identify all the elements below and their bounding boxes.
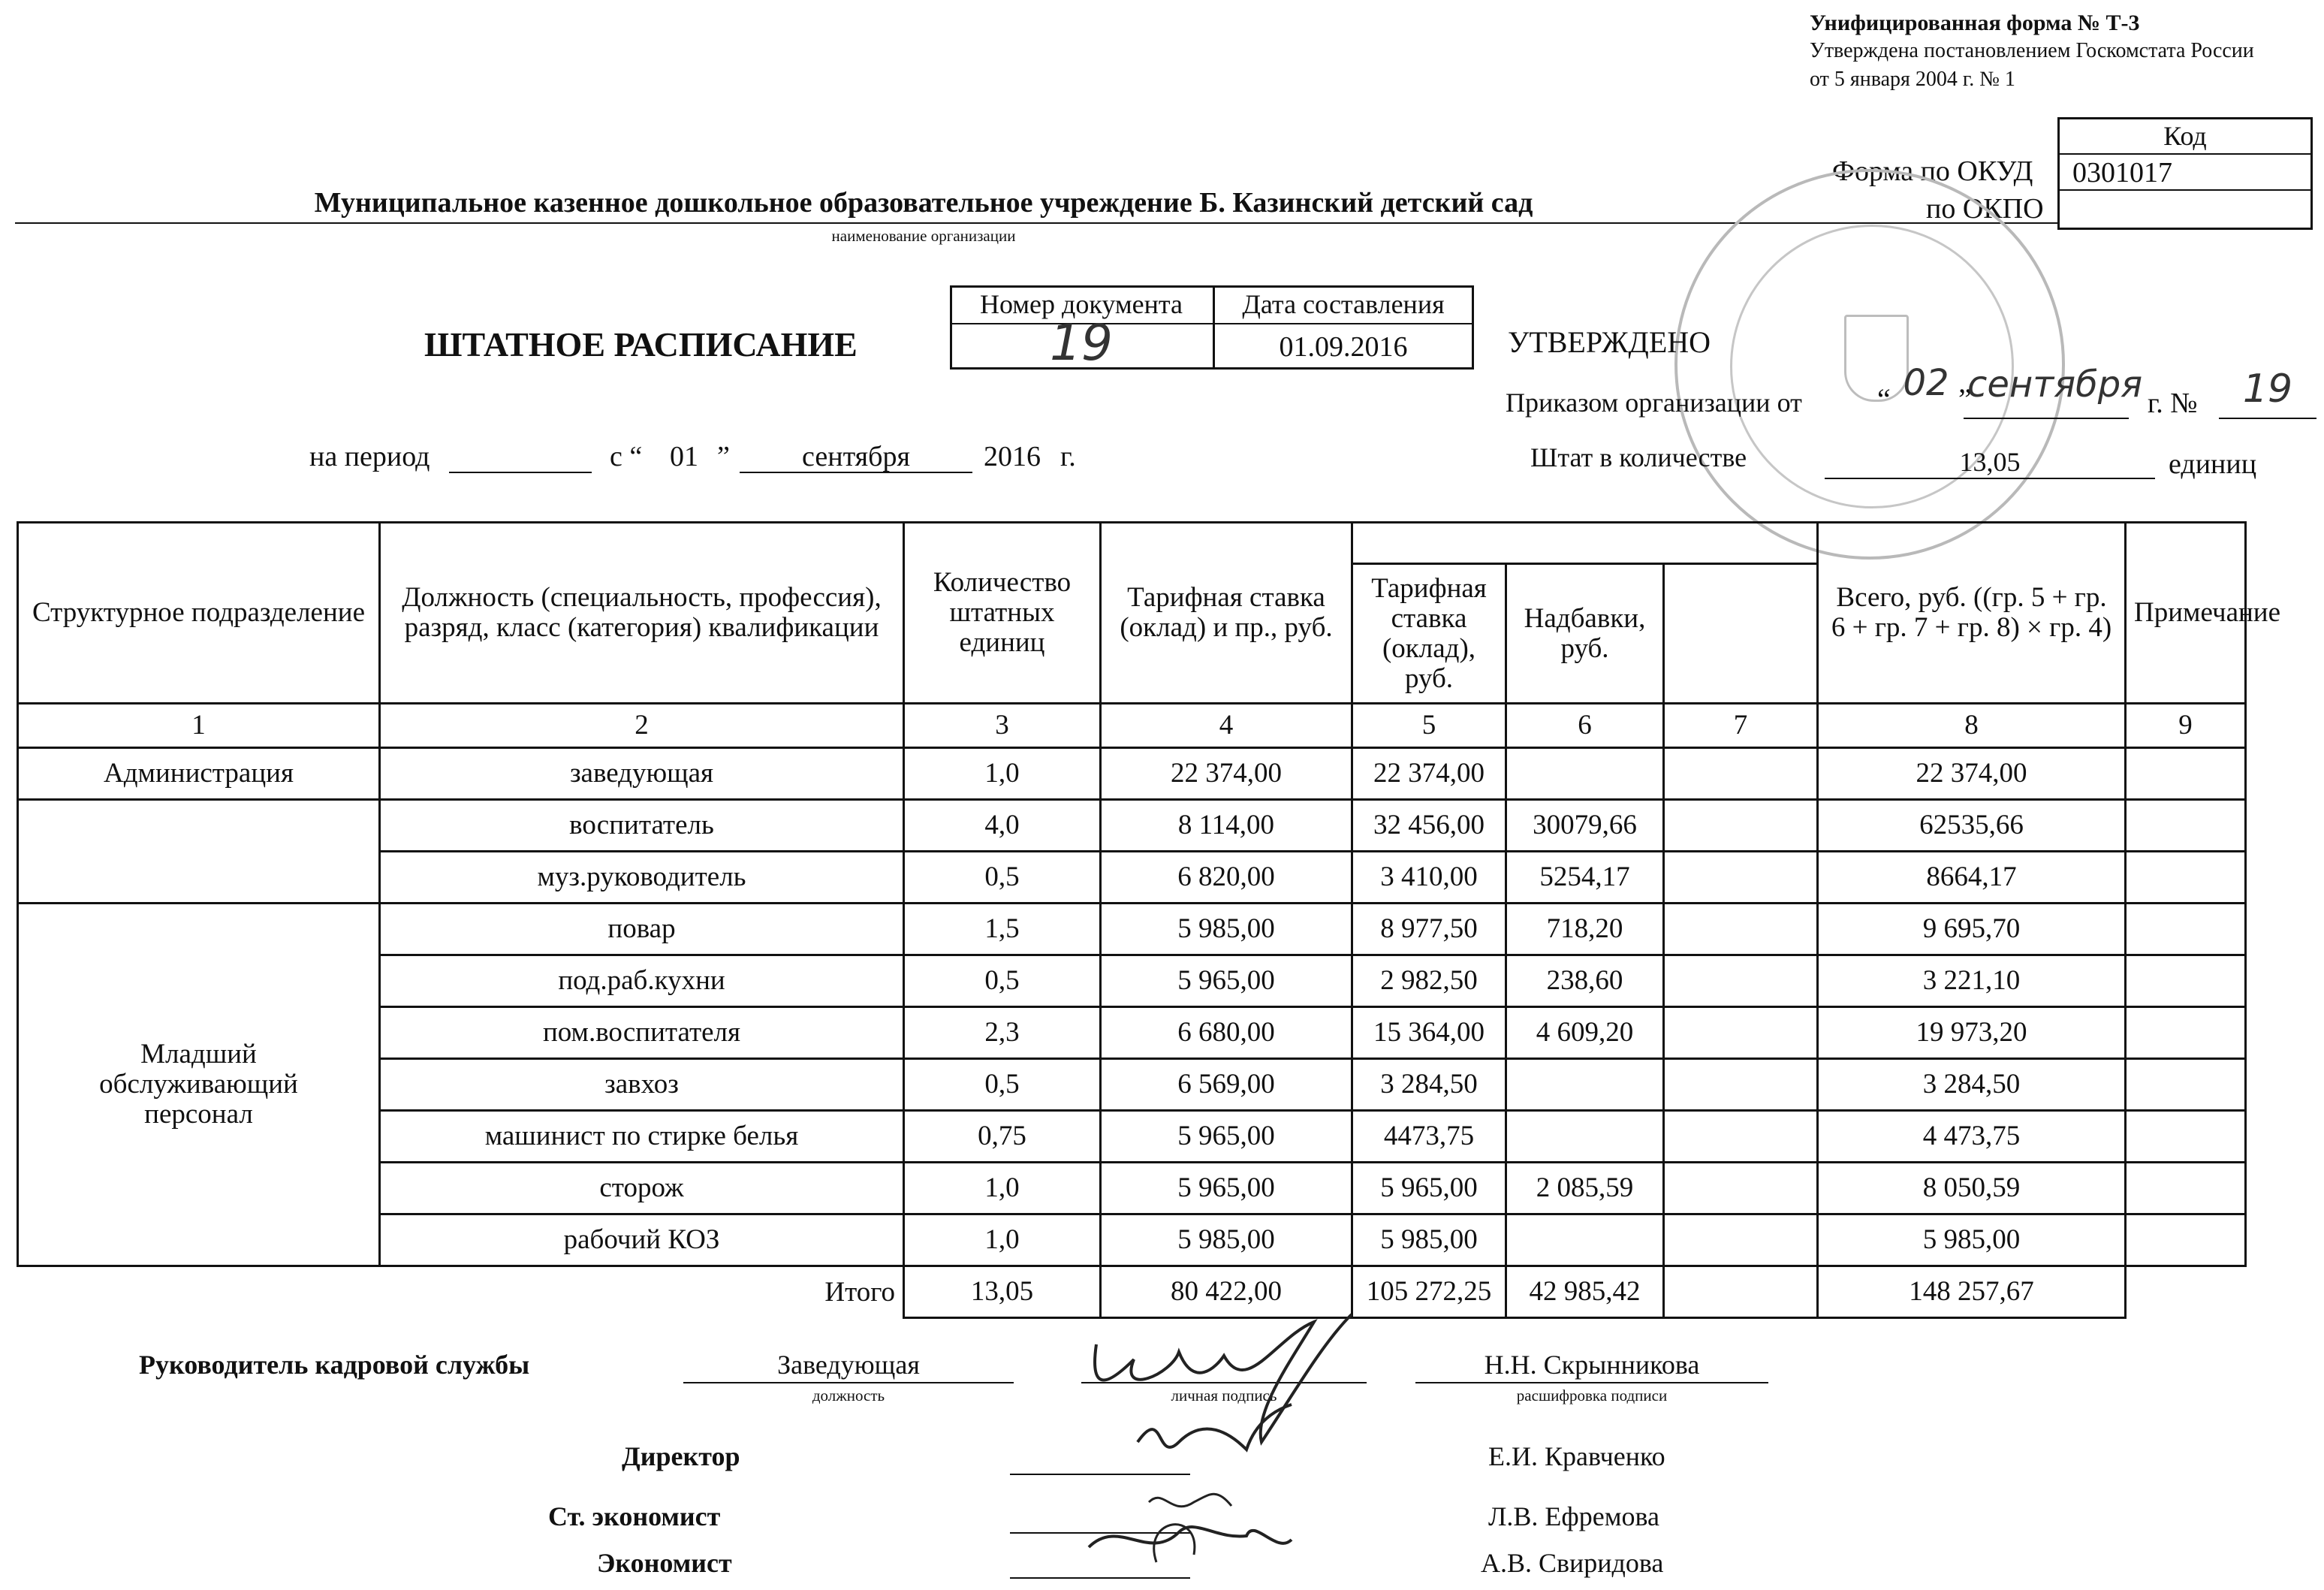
col7-cell: [1664, 904, 1818, 955]
position-cell: машинист по стирке белья: [380, 1111, 904, 1163]
approved-label: УТВЕРЖДЕНО: [1508, 325, 1711, 359]
order-month: сентября: [1967, 364, 2143, 406]
code-header: Код: [2163, 121, 2207, 151]
units-cell: 1,0: [904, 1214, 1101, 1266]
salary-cell: 2 982,50: [1352, 955, 1506, 1007]
header-group: [1352, 523, 1818, 564]
okud-label: Форма по ОКУД: [1832, 155, 2033, 187]
units-cell: 0,5: [904, 955, 1101, 1007]
total-cell: 62535,66: [1818, 800, 2126, 852]
header-salary: Тарифная ставка (оклад), руб.: [1352, 564, 1506, 704]
col7-cell: [1664, 955, 1818, 1007]
salary-cell: 5 985,00: [1352, 1214, 1506, 1266]
total-cell: 3 221,10: [1818, 955, 2126, 1007]
notes-cell: [2126, 1007, 2246, 1059]
total-cell: 5 985,00: [1818, 1214, 2126, 1266]
period-month: сентября: [802, 441, 910, 472]
caption-name: расшифровка подписи: [1516, 1386, 1668, 1404]
bonus-cell: 5254,17: [1506, 852, 1664, 904]
header-rate: Тарифная ставка (оклад) и пр., руб.: [1101, 523, 1352, 704]
bonus-cell: [1506, 1214, 1664, 1266]
header-department: Структурное подразделение: [18, 523, 380, 704]
total-salary: 105 272,25: [1352, 1266, 1506, 1318]
rate-cell: 6 680,00: [1101, 1007, 1352, 1059]
bonus-cell: [1506, 1111, 1664, 1163]
col-number: 7: [1664, 704, 1818, 748]
organization-caption: наименование организации: [831, 227, 1016, 245]
header-position: Должность (специальность, профессия), разряд, класс (категория) квалификации: [380, 523, 904, 704]
order-quote-close: ”: [1958, 382, 1972, 416]
table-row: [18, 748, 2246, 800]
position-cell: под.раб.кухни: [380, 955, 904, 1007]
doc-date-value: 01.09.2016: [1279, 331, 1408, 363]
total-row-spacer: [18, 1266, 380, 1318]
period-quote-close: ”: [717, 441, 730, 472]
notes-cell: [2126, 1111, 2246, 1163]
form-approval-line: Утверждена постановлением Госкомстата России: [1810, 39, 2254, 62]
header-notes: Примечание: [2126, 523, 2246, 704]
notes-cell: [2126, 748, 2246, 800]
position-cell: сторож: [380, 1163, 904, 1214]
period-label: на период: [309, 441, 430, 472]
bonus-cell: 2 085,59: [1506, 1163, 1664, 1214]
col-number: 8: [1818, 704, 2126, 748]
order-year-suffix: г. №: [2148, 388, 2198, 419]
notes-cell: [2126, 800, 2246, 852]
bonus-cell: 718,20: [1506, 904, 1664, 955]
position-cell: заведующая: [380, 748, 904, 800]
notes-cell: [2126, 1059, 2246, 1111]
header-col7: [1664, 564, 1818, 704]
col-number: 3: [904, 704, 1101, 748]
caption-position: должность: [812, 1386, 885, 1404]
senior-economist-name: Л.В. Ефремова: [1488, 1501, 1660, 1531]
bonus-cell: 30079,66: [1506, 800, 1664, 852]
units-cell: 2,3: [904, 1007, 1101, 1059]
total-cell: 22 374,00: [1818, 748, 2126, 800]
document-title: ШТАТНОЕ РАСПИСАНИЕ: [424, 325, 858, 364]
economist-label: Экономист: [597, 1548, 732, 1578]
total-units: 13,05: [904, 1266, 1101, 1318]
order-day: 02: [1903, 362, 1949, 404]
doc-number-label: Номер документа: [979, 289, 1183, 319]
col-number: 1: [18, 704, 380, 748]
salary-cell: 15 364,00: [1352, 1007, 1506, 1059]
department-junior: Младший обслуживающий персонал: [18, 904, 380, 1266]
period-year: 2016: [984, 441, 1041, 472]
department-admin: Администрация: [18, 748, 380, 800]
units-cell: 1,0: [904, 1163, 1101, 1214]
total-sum: 148 257,67: [1818, 1266, 2126, 1318]
director-label: Директор: [622, 1441, 740, 1471]
total-bonus: 42 985,42: [1506, 1266, 1664, 1318]
notes-cell: [2126, 1163, 2246, 1214]
col7-cell: [1664, 1059, 1818, 1111]
rate-cell: 22 374,00: [1101, 748, 1352, 800]
department-empty: [18, 800, 380, 904]
staff-unit: единиц: [2169, 448, 2257, 480]
salary-cell: 3 410,00: [1352, 852, 1506, 904]
salary-cell: 22 374,00: [1352, 748, 1506, 800]
salary-cell: 8 977,50: [1352, 904, 1506, 955]
units-cell: 1,5: [904, 904, 1101, 955]
bonus-cell: [1506, 748, 1664, 800]
total-col7: [1664, 1266, 1818, 1318]
handwritten-signatures: [1066, 1292, 1382, 1577]
period-day: 01: [670, 441, 698, 472]
col-number: 6: [1506, 704, 1664, 748]
units-cell: 1,0: [904, 748, 1101, 800]
director-name: Е.И. Кравченко: [1488, 1441, 1665, 1471]
rate-cell: 5 965,00: [1101, 1163, 1352, 1214]
position-cell: воспитатель: [380, 800, 904, 852]
total-label: Итого: [380, 1266, 904, 1318]
rate-cell: 5 985,00: [1101, 904, 1352, 955]
doc-date-label: Дата составления: [1242, 289, 1445, 319]
col-number: 4: [1101, 704, 1352, 748]
okpo-label: по ОКПО: [1926, 193, 2044, 225]
hr-label: Руководитель кадровой службы: [139, 1350, 530, 1380]
position-cell: муз.руководитель: [380, 852, 904, 904]
staff-value: 13,05: [1959, 447, 2021, 477]
notes-cell: [2126, 955, 2246, 1007]
col7-cell: [1664, 748, 1818, 800]
period-from-label: с “: [610, 441, 643, 472]
total-cell: 3 284,50: [1818, 1059, 2126, 1111]
col-number: 5: [1352, 704, 1506, 748]
col-number: 9: [2126, 704, 2246, 748]
header-units: Количество штатных единиц: [904, 523, 1101, 704]
hr-name: Н.Н. Скрынникова: [1484, 1350, 1700, 1380]
total-cell: 4 473,75: [1818, 1111, 2126, 1163]
units-cell: 0,5: [904, 1059, 1101, 1111]
header-total: Всего, руб. ((гр. 5 + гр. 6 + гр. 7 + гр. 8) × гр. 4): [1818, 523, 2126, 704]
total-cell: 8 050,59: [1818, 1163, 2126, 1214]
col-number: 2: [380, 704, 904, 748]
economist-name: А.В. Свиридова: [1481, 1548, 1664, 1578]
notes-cell: [2126, 1214, 2246, 1266]
total-cell: 9 695,70: [1818, 904, 2126, 955]
col7-cell: [1664, 1214, 1818, 1266]
col7-cell: [1664, 1111, 1818, 1163]
organization-name: Муниципальное казенное дошкольное образовательное учреждение Б. Казинский детский сад: [314, 187, 1533, 219]
rate-cell: 8 114,00: [1101, 800, 1352, 852]
senior-economist-label: Ст. экономист: [548, 1501, 721, 1531]
staff-label: Штат в количестве: [1530, 442, 1747, 472]
salary-cell: 5 965,00: [1352, 1163, 1506, 1214]
units-cell: 0,75: [904, 1111, 1101, 1163]
salary-cell: 4473,75: [1352, 1111, 1506, 1163]
total-notes: [2126, 1266, 2246, 1318]
form-approval-date: от 5 января 2004 г. № 1: [1810, 68, 2015, 91]
position-cell: завхоз: [380, 1059, 904, 1111]
salary-cell: 32 456,00: [1352, 800, 1506, 852]
order-label: Приказом организации от: [1506, 388, 1802, 418]
staff-table: [17, 521, 2281, 1319]
salary-cell: 3 284,50: [1352, 1059, 1506, 1111]
total-cell: 8664,17: [1818, 852, 2126, 904]
okud-value: 0301017: [2072, 157, 2172, 189]
rate-cell: 5 985,00: [1101, 1214, 1352, 1266]
order-quote-open: “: [1877, 382, 1891, 416]
rate-cell: 5 965,00: [1101, 955, 1352, 1007]
rate-cell: 6 569,00: [1101, 1059, 1352, 1111]
bonus-cell: 238,60: [1506, 955, 1664, 1007]
header-bonus: Надбавки, руб.: [1506, 564, 1664, 704]
order-number: 19: [2242, 367, 2293, 412]
total-rate: 80 422,00: [1101, 1266, 1352, 1318]
rate-cell: 6 820,00: [1101, 852, 1352, 904]
column-numbers-row: [18, 704, 2246, 748]
notes-cell: [2126, 904, 2246, 955]
notes-cell: [2126, 852, 2246, 904]
period-year-suffix: г.: [1060, 441, 1076, 472]
caption-signature: личная подпись: [1171, 1386, 1277, 1404]
col7-cell: [1664, 852, 1818, 904]
col7-cell: [1664, 1163, 1818, 1214]
position-cell: повар: [380, 904, 904, 955]
table-row: [18, 904, 2246, 955]
hr-position: Заведующая: [777, 1350, 920, 1380]
position-cell: рабочий КОЗ: [380, 1214, 904, 1266]
form-name: Унифицированная форма № Т-3: [1810, 11, 2140, 35]
doc-number-value: 19: [1050, 314, 1113, 372]
rate-cell: 5 965,00: [1101, 1111, 1352, 1163]
total-cell: 19 973,20: [1818, 1007, 2126, 1059]
units-cell: 4,0: [904, 800, 1101, 852]
table-row: [18, 800, 2246, 852]
units-cell: 0,5: [904, 852, 1101, 904]
bonus-cell: [1506, 1059, 1664, 1111]
col7-cell: [1664, 800, 1818, 852]
col7-cell: [1664, 1007, 1818, 1059]
position-cell: пом.воспитателя: [380, 1007, 904, 1059]
bonus-cell: 4 609,20: [1506, 1007, 1664, 1059]
